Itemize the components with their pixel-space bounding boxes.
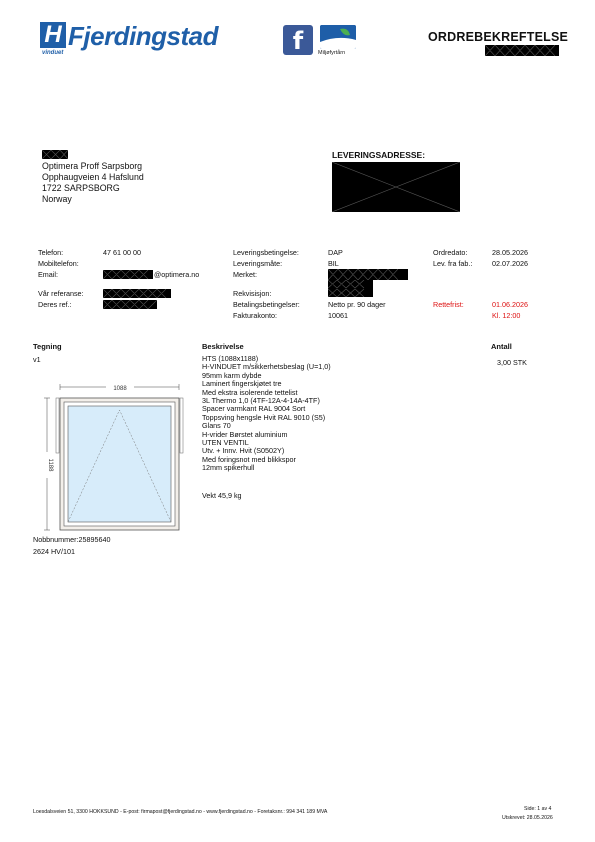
description-line: UTEN VENTIL — [202, 438, 249, 448]
window-drawing — [40, 380, 190, 535]
rekvisisjon-label: Rekvisisjon: — [233, 289, 272, 298]
description-line: Glans 70 — [202, 421, 231, 431]
product-code: 2624 HV/101 — [33, 547, 75, 556]
column-header-beskrivelse: Beskrivelse — [202, 342, 244, 351]
product-description — [202, 355, 442, 473]
logo-h-mark: H — [40, 22, 66, 48]
description-line: H-VINDUET m/sikkerhetsbeslag (U=1,0) — [202, 362, 331, 372]
email-suffix: @optimera.no — [154, 270, 200, 279]
redacted-email — [103, 270, 153, 279]
var-referanse-label: Vår referanse: — [38, 289, 84, 298]
position-number: v1 — [33, 355, 41, 364]
deres-ref-label: Deres ref.: — [38, 300, 72, 309]
logo-subtitle: vinduet — [42, 50, 64, 56]
fakturakonto-value: 10061 — [328, 311, 348, 320]
description-line: Laminert fingerskjøtet tre — [202, 379, 282, 389]
telefon-label: Telefon: — [38, 248, 64, 257]
miljofyrtarn-label: Miljøfyrtårn — [318, 50, 346, 56]
lev-fra-fab-label: Lev. fra fab.: — [433, 259, 473, 268]
column-header-tegning: Tegning — [33, 342, 62, 351]
email-label: Email: — [38, 270, 58, 279]
description-line: H-vrider Børstet aluminium — [202, 429, 288, 439]
customer-country: Norway — [42, 194, 72, 204]
redacted-customer-number — [42, 150, 68, 159]
company-logo — [40, 22, 218, 56]
description-line: Med ekstra isolerende tettelist — [202, 387, 298, 397]
description-line: HTS (1088x1188) — [202, 354, 259, 363]
ordredato-label: Ordredato: — [433, 248, 468, 257]
betalingsbetingelser-value: Netto pr. 90 dager — [328, 300, 386, 309]
redacted-deres-ref — [103, 300, 157, 309]
quantity: 3,00 STK — [497, 358, 527, 367]
mobil-label: Mobiltelefon: — [38, 259, 79, 268]
customer-address — [42, 161, 144, 205]
logo-text: Fjerdingstad — [68, 21, 219, 51]
description-line: Utv. + Innv. Hvit (S0502Y) — [202, 446, 285, 456]
leveringsbetingelse-label: Leveringsbetingelse: — [233, 248, 299, 257]
merket-label: Merket: — [233, 270, 257, 279]
footer-page-number: Side: 1 av 4 — [524, 806, 552, 812]
description-line: Spacer varmkant RAL 9004 Sort — [202, 404, 306, 414]
redacted-delivery-address — [332, 162, 460, 212]
customer-city: 1722 SARPSBORG — [42, 183, 120, 193]
document-title: ORDREBEKREFTELSE — [428, 30, 569, 44]
leveringsmate-value: BIL — [328, 259, 339, 268]
redacted-merket-line2 — [328, 280, 373, 297]
nobb-number: Nobbnummer:25895640 — [33, 535, 111, 544]
lev-fra-fab-value: 02.07.2026 — [492, 259, 528, 268]
betalingsbetingelser-label: Betalingsbetingelser: — [233, 300, 300, 309]
miljofyrtarn-icon — [320, 25, 356, 49]
dimension-height: 1188 — [47, 458, 53, 472]
column-header-antall: Antall — [491, 342, 512, 351]
description-line: Med foringsnot med blikkspor — [202, 454, 296, 464]
ordredato-value: 28.05.2026 — [492, 248, 528, 257]
rettefrist-label: Rettefrist: — [433, 300, 464, 309]
redacted-var-referanse — [103, 289, 171, 298]
description-line: 95mm karm dybde — [202, 370, 262, 380]
description-line: 3L Thermo 1,0 (4TF-12A-4-14A-4TF) — [202, 396, 320, 406]
facebook-icon[interactable]: f — [283, 25, 313, 55]
telefon-value: 47 61 00 00 — [103, 248, 141, 257]
customer-street: Opphaugveien 4 Hafslund — [42, 172, 144, 182]
fakturakonto-label: Fakturakonto: — [233, 311, 277, 320]
rettefrist-time: Kl. 12:00 — [492, 311, 521, 320]
footer-company-info: Loesdalsveien 51, 3300 HOKKSUND - E-post: firmapost@fjerdingstad.no - www.fjerdingstad.no - Foretaksnr.: 994 341 189 MVA — [33, 809, 328, 815]
dimension-width: 1088 — [113, 386, 127, 392]
customer-name: Optimera Proff Sarpsborg — [42, 161, 143, 171]
description-line: 12mm spikerhull — [202, 463, 255, 473]
delivery-address-heading: LEVERINGSADRESSE: — [332, 150, 426, 160]
footer-print-date: Utskrevet: 28.05.2026 — [502, 815, 553, 821]
leveringsbetingelse-value: DAP — [328, 248, 343, 257]
rettefrist-date: 01.06.2026 — [492, 300, 528, 309]
redacted-merket — [328, 269, 408, 280]
redacted-order-number — [485, 45, 559, 56]
product-weight: Vekt 45,9 kg — [202, 491, 242, 500]
leveringsmate-label: Leveringsmåte: — [233, 259, 283, 268]
description-line: Toppsving hengsle Hvit RAL 9010 (S5) — [202, 412, 326, 422]
